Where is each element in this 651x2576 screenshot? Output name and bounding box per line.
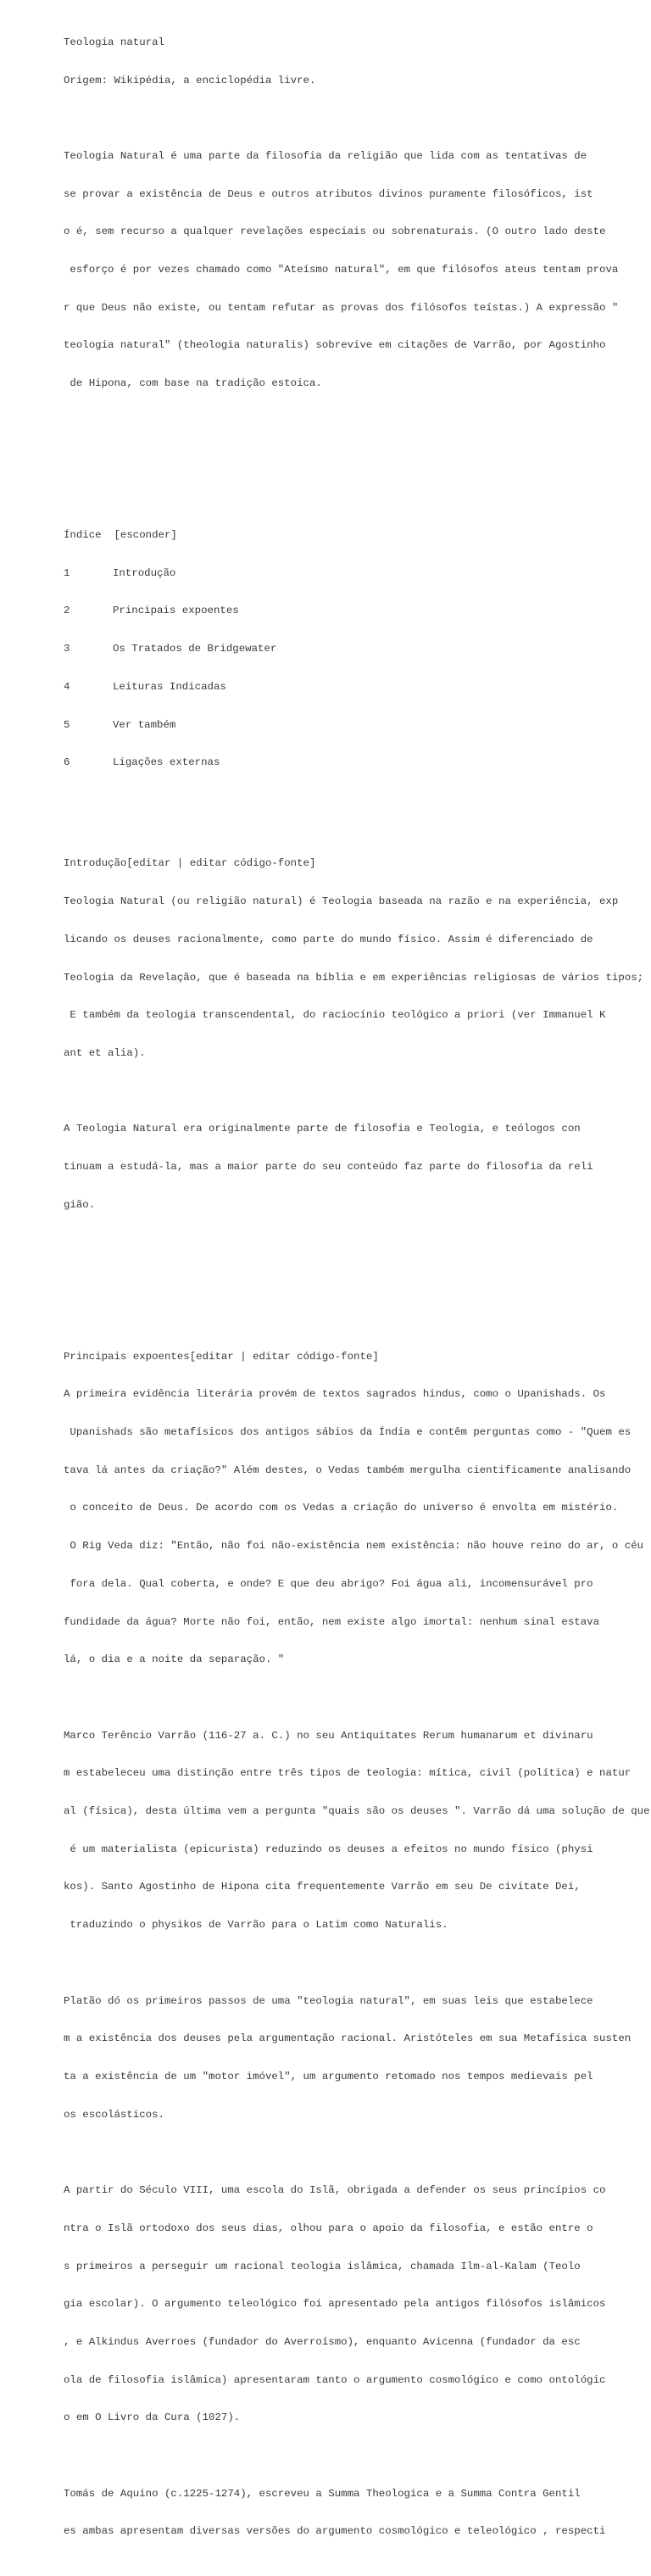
text-line: ant et alia). [64,1046,146,1059]
text-line: de Hipona, com base na tradição estoica. [64,377,322,390]
text-line: O Rig Veda diz: "Então, não foi não-existência nem existência: não houve reino do ar, o céu [64,1540,644,1553]
text-line: Teologia da Revelação, que é baseada na bíblia e em experiências religiosas de vários tipos; [64,971,644,984]
toc-item[interactable] [64,756,651,769]
toc-item-label[interactable]: Leituras Indicadas [113,680,226,693]
spacer [64,1692,651,1704]
text-line: os escolásticos. [64,2108,164,2121]
toc-item[interactable] [64,681,651,694]
toc-item[interactable] [64,719,651,732]
toc-item[interactable] [64,643,651,655]
text-line: s primeiros a perseguir um racional teologia islâmica, chamada Ilm-al-Kalam (Teolo [64,2260,581,2272]
text-line: gião. [64,1198,96,1211]
text-line: licando os deuses racionalmente, como parte do mundo físico. Assim é diferenciado de [64,933,593,945]
text-line: Teologia Natural (ou religião natural) é Teologia baseada na razão e na experiência, exp [64,895,619,908]
text-line: traduzindo o physikos de Varrão para o Latim como Naturalis. [64,1919,448,1932]
article-title: Teologia natural [64,36,164,48]
text-line: es ambas apresentam diversas versões do argumento cosmológico e teleológico , respecti [64,2525,606,2538]
text-line: ola de filosofia islâmica) apresentaram tanto o argumento cosmológico e como ontológic [64,2373,606,2386]
toc-item-label[interactable]: Ver também [113,718,176,731]
section-introducao [64,833,651,1237]
spacer [64,1085,651,1098]
document-body [64,11,651,2576]
text-line: Platão dó os primeiros passos de uma "teologia natural", em suas leis que estabelece [64,1994,593,2007]
toc-item[interactable] [64,567,651,580]
text-line: kos). Santo Agostinho de Hipona cita frequentemente Varrão em seu De civitate Dei, [64,1881,581,1893]
text-line: tava lá antes da criação?" Além destes, o Vedas também mergulha cientificamente analisando [64,1464,632,1476]
text-line: Teologia Natural é uma parte da filosofia da religião que lida com as tentativas de [64,149,587,162]
text-line: teologia natural" (theologia naturalis) sobrevive em citações de Varrão, por Agostinho [64,339,606,352]
table-of-contents [64,504,651,795]
toc-item-number: 2 [64,605,70,617]
spacer [64,1274,651,1287]
text-line: o em O Livro da Cura (1027). [64,2412,241,2424]
toc-item-number: 4 [64,680,70,693]
toc-item-number: 1 [64,566,70,579]
text-line: se provar a existência de Deus e outros atributos divinos puramente filosóficos, ist [64,187,593,200]
text-line: A Teologia Natural era originalmente parte de filosofia e Teologia, e teólogos con [64,1123,581,1135]
text-line: al (física), desta última vem a pergunta "quais são os deuses ". Varrão dá uma solução de que [64,1805,650,1818]
section-heading: Introdução[editar | editar código-fonte] [64,857,316,870]
text-line: Upanishads são metafísicos dos antigos sábios da Índia e contêm perguntas como - "Quem es [64,1426,632,1439]
toc-item[interactable] [64,605,651,617]
text-line: Marco Terêncio Varrão (116-27 a. C.) no seu Antiquitates Rerum humanarum et divinaru [64,1729,593,1742]
spacer [64,454,651,466]
text-line: m a existência dos deuses pela argumentação racional. Aristóteles em sua Metafísica susten [64,2032,632,2045]
text-line: ta a existência de um "motor imóvel", um argumento retomado nos tempos medievais pel [64,2070,593,2083]
toc-item-number: 3 [64,643,70,655]
text-line: gia escolar). O argumento teleológico foi apresentado pela antigos filósofos islâmicos [64,2298,606,2311]
text-line: A primeira evidência literária provém de textos sagrados hindus, como o Upanishads. Os [64,1388,606,1401]
spacer [64,2450,651,2462]
toc-item-number: 5 [64,718,70,731]
text-line: tinuam a estudá-la, mas a maior parte do seu conteúdo faz parte do filosofia da reli [64,1161,593,1174]
section-principais-expoentes [64,1325,651,2563]
text-line: o é, sem recurso a qualquer revelações especiais ou sobrenaturais. (O outro lado deste [64,226,606,238]
text-line: esforço é por vezes chamado como "Ateísmo natural", em que filósofos ateus tentam prova [64,264,619,276]
toc-item-label[interactable]: Os Tratados de Bridgewater [113,643,277,655]
text-line: Tomás de Aquino (c.1225-1274), escreveu a Summa Theologica e a Summa Contra Gentil [64,2487,581,2500]
spacer [64,1957,651,1970]
text-line: , e Alkindus Averroes (fundador do Averroísmo), enquanto Avicenna (fundador da esc [64,2335,581,2348]
text-line: fora dela. Qual coberta, e onde? E que deu abrigo? Foi água ali, incomensurável pro [64,1577,593,1590]
toc-item-number: 6 [64,756,70,769]
text-line: m estabeleceu uma distinção entre três tipos de teologia: mítica, civil (política) e natur [64,1767,632,1780]
text-line: A partir do Século VIII, uma escola do Islã, obrigada a defender os seus princípios co [64,2184,606,2197]
spacer [64,2146,651,2159]
text-line: é um materialista (epicurista) reduzindo os deuses a efeitos no mundo físico (physi [64,1843,593,1855]
text-line: lá, o dia e a noite da separação. " [64,1653,285,1666]
article-origin: Origem: Wikipédia, a enciclopédia livre. [64,74,316,86]
intro-paragraph [64,125,651,415]
toc-item-label[interactable]: Ligações externas [113,756,220,769]
toc-item-label[interactable]: Principais expoentes [113,605,239,617]
section-heading: Principais expoentes[editar | editar código-fonte] [64,1350,379,1363]
text-line: o conceito de Deus. De acordo com os Vedas a criação do universo é envolta em mistério. [64,1502,619,1514]
toc-heading[interactable]: Índice [esconder] [64,529,177,541]
toc-item-label[interactable]: Introdução [113,566,176,579]
text-line: E também da teologia transcendental, do raciocínio teológico a priori (ver Immanuel K [64,1009,606,1022]
text-line: ntra o Islã ortodoxo dos seus dias, olhou para o apoio da filosofia, e estão entre o [64,2222,593,2234]
text-line: r que Deus não existe, ou tentam refutar as provas dos filósofos teístas.) A expressão " [64,301,619,314]
text-line: fundidade da água? Morte não foi, então, nem existe algo imortal: nenhum sinal estava [64,1615,600,1628]
